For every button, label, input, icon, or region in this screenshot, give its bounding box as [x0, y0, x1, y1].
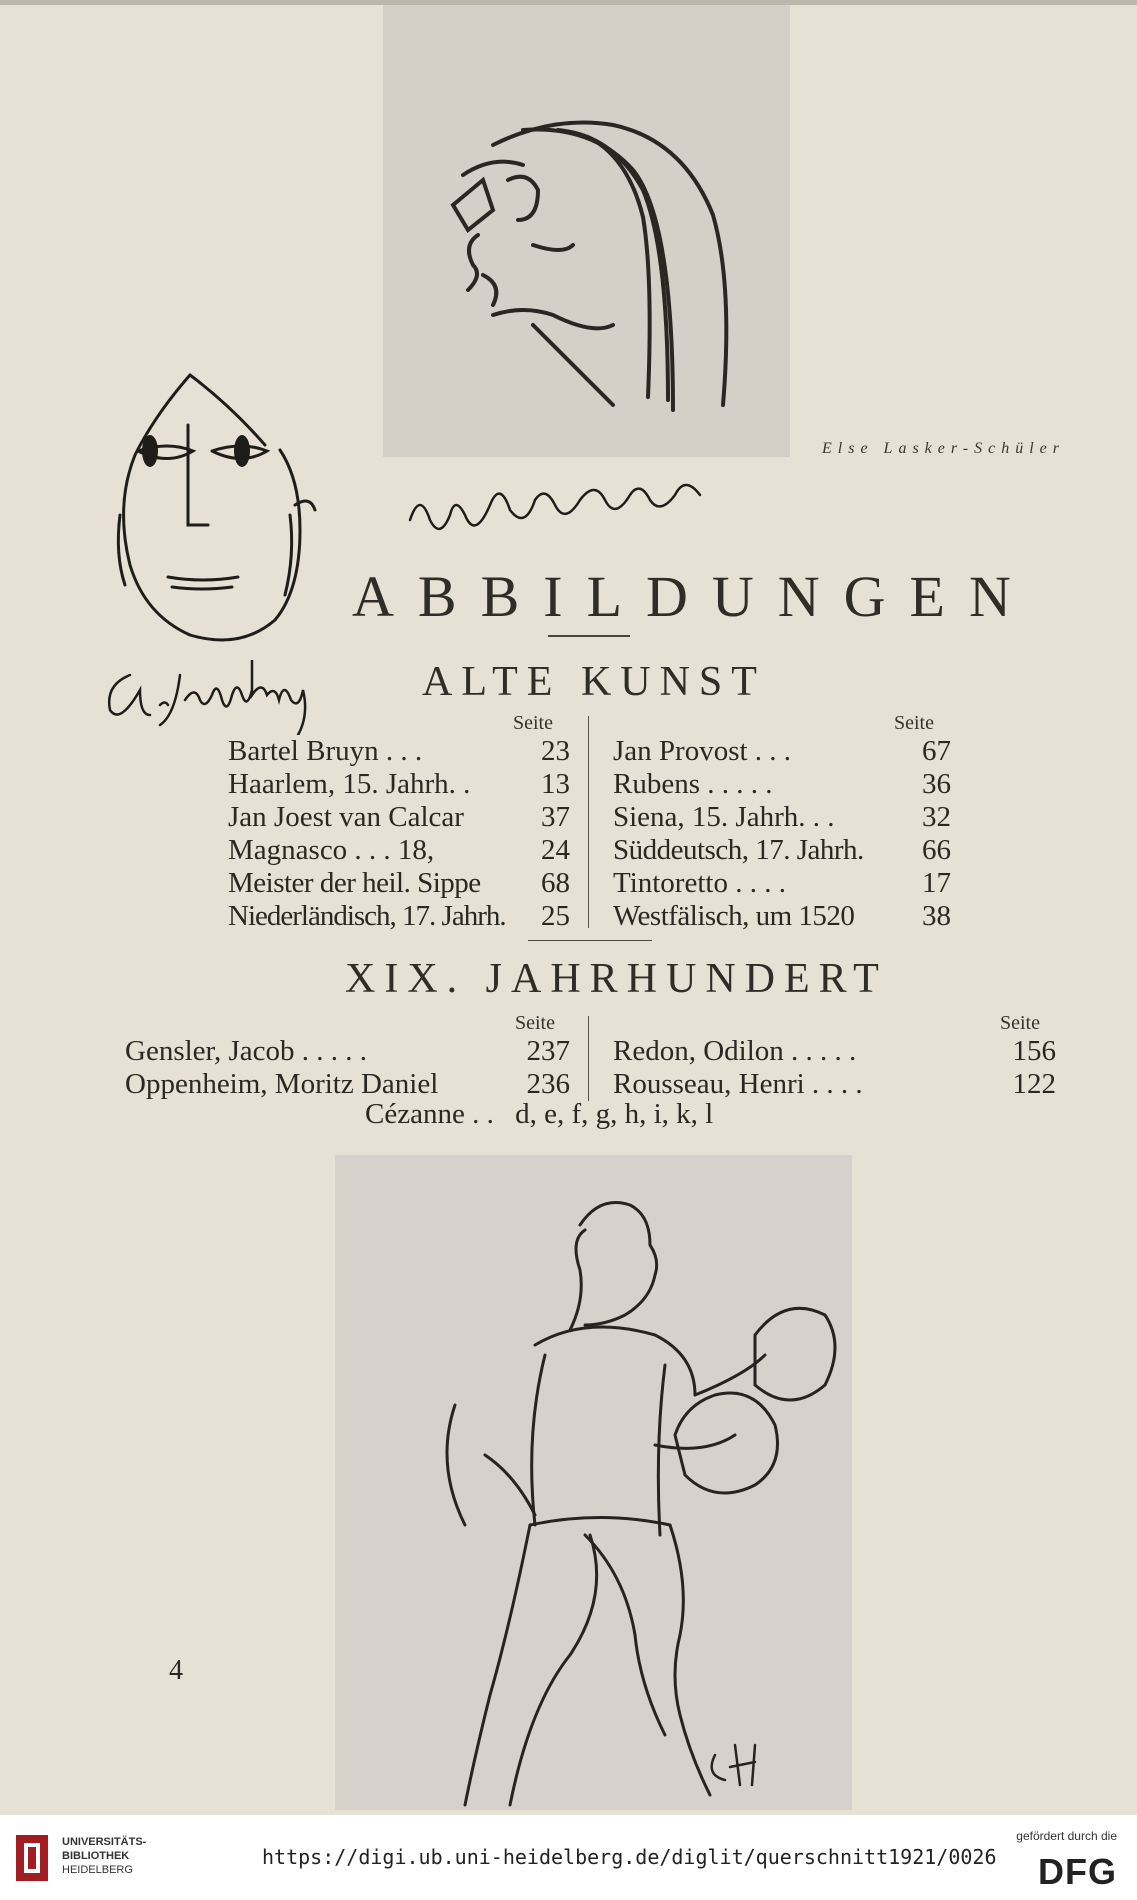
list-item: Jan Provost . . . 67	[613, 735, 951, 767]
list-item: Jan Joest van Calcar 37	[228, 801, 570, 833]
boxer-drawing	[335, 1155, 852, 1810]
university-library-logo-icon	[12, 1831, 52, 1885]
column-divider-alte-kunst	[588, 716, 589, 928]
list-item: Magnasco . . . 18, 24	[228, 834, 570, 866]
seite-label-right: Seite	[894, 712, 934, 734]
boxer-sketch-image	[335, 1155, 852, 1810]
dfg-logo: DFG	[1038, 1851, 1117, 1892]
funding-note: gefördert durch die	[1016, 1829, 1117, 1843]
top-sketch-caption: Else Lasker-Schüler	[822, 440, 1065, 457]
library-name: UNIVERSITÄTS- BIBLIOTHEK HEIDELBERG	[62, 1836, 147, 1876]
list-item: Tintoretto . . . . 17	[613, 867, 951, 899]
viewer-footer	[0, 1815, 1137, 1900]
list-item: Niederländisch, 17. Jahrh. 25	[228, 900, 570, 932]
seite-label-left: Seite	[513, 712, 553, 734]
list-item: Süddeutsch, 17. Jahrh. 66	[613, 834, 951, 866]
title-underline	[548, 635, 630, 637]
list-item: Haarlem, 15. Jahrh. . 13	[228, 768, 570, 800]
page-title: ABBILDUNGEN	[352, 564, 1035, 629]
list-item: Redon, Odilon . . . . . 156	[613, 1035, 1056, 1067]
list-item: Rousseau, Henri . . . . 122	[613, 1068, 1056, 1100]
column-divider-xix	[588, 1016, 589, 1101]
list-item: Oppenheim, Moritz Daniel 236	[125, 1068, 570, 1100]
section-title-alte-kunst: ALTE KUNST	[422, 659, 766, 705]
seite-label-left: Seite	[515, 1012, 555, 1034]
list-item: Rubens . . . . . 36	[613, 768, 951, 800]
seite-label-right: Seite	[1000, 1012, 1040, 1034]
handwritten-inscription	[400, 480, 740, 550]
list-item: Meister der heil. Sippe 68	[228, 867, 570, 899]
section-title-xix-jahrhundert: XIX. JAHRHUNDERT	[345, 956, 888, 1002]
face-drawing	[110, 365, 340, 645]
top-sketch-image	[383, 5, 790, 457]
list-item-cezanne: Cézanne . . d, e, f, g, h, i, k, l	[365, 1098, 714, 1130]
source-url-link[interactable]: https://digi.ub.uni-heidelberg.de/diglit/querschnitt1921/0026	[262, 1845, 997, 1869]
list-item: Gensler, Jacob . . . . . 237	[125, 1035, 570, 1067]
profile-drawing	[383, 5, 790, 457]
list-item: Siena, 15. Jahrh. . . 32	[613, 801, 951, 833]
list-item: Westfälisch, um 1520 38	[613, 900, 951, 932]
list-item: Bartel Bruyn . . . 23	[228, 735, 570, 767]
page-number: 4	[169, 1655, 183, 1686]
section-divider	[528, 940, 652, 941]
signature-jawlensky	[100, 655, 340, 735]
